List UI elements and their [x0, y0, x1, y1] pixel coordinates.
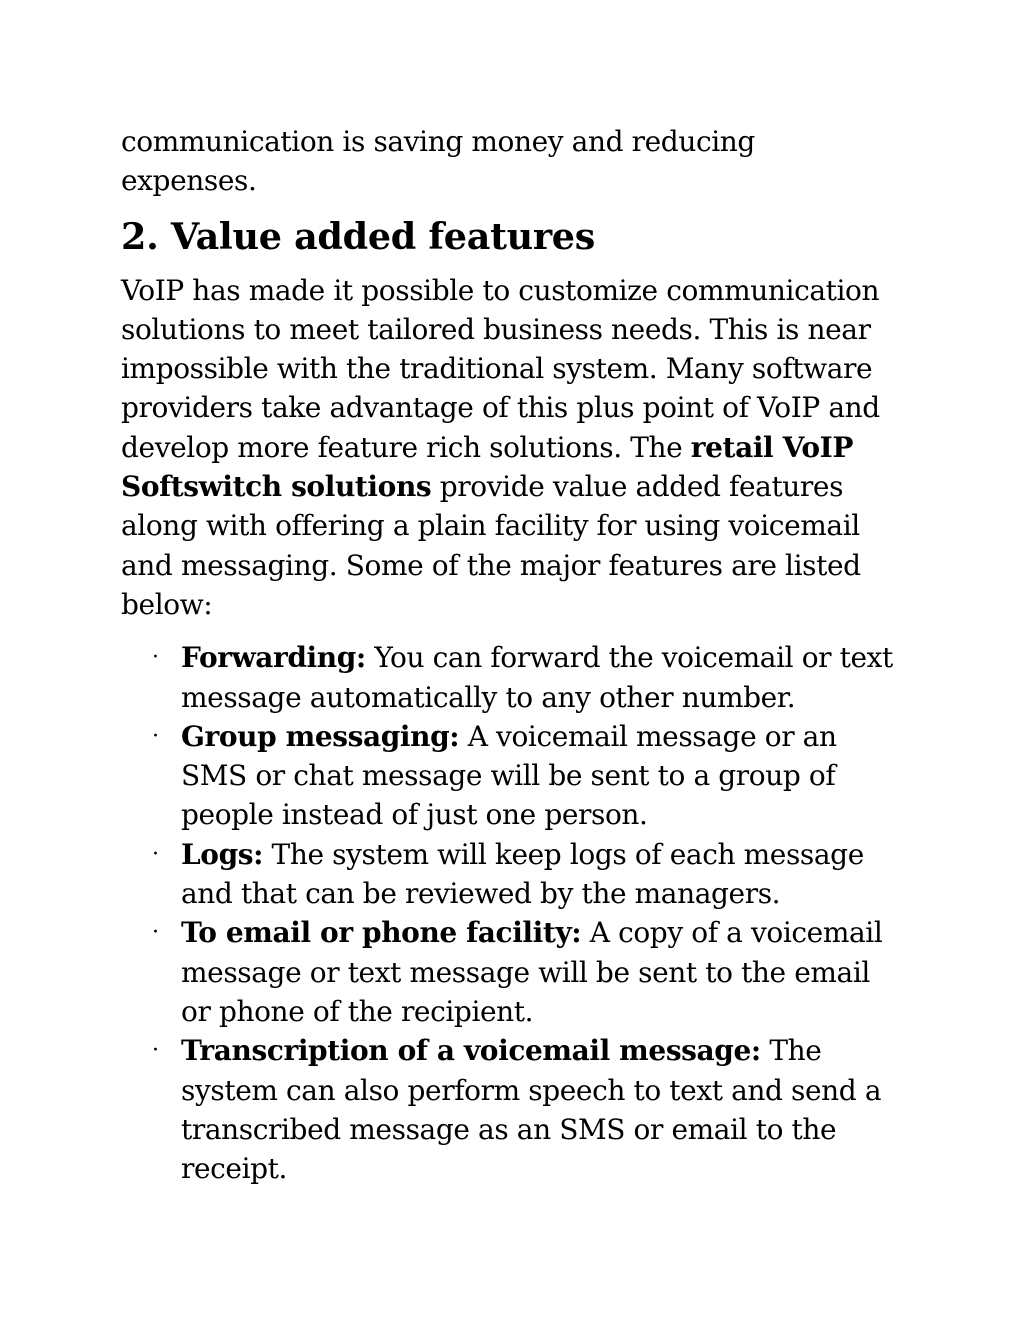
feature-term: To email or phone facility:	[181, 916, 582, 950]
paragraph-bold-phrase: retail VoIP Softswitch solutions	[121, 430, 854, 504]
intro-paragraph: communication is saving money and reducing expenses.	[121, 125, 755, 198]
feature-description: A voicemail message or an SMS or chat message will be sent to a group of people instead of just one person.	[181, 719, 837, 832]
list-item	[121, 638, 901, 717]
feature-term: Group messaging:	[181, 719, 460, 753]
feature-description: The system can also perform speech to text and send a transcribed message as an SMS or email to the receipt.	[181, 1034, 882, 1186]
bullet-icon: ·	[152, 920, 159, 946]
section-paragraph	[121, 271, 901, 625]
bullet-icon: ·	[152, 645, 159, 671]
document-page	[121, 122, 911, 1188]
feature-term: Logs:	[181, 837, 264, 871]
feature-term: Forwarding:	[181, 641, 366, 675]
list-item	[121, 1031, 901, 1188]
feature-term: Transcription of a voicemail message:	[181, 1034, 761, 1068]
section-heading: 2. Value added features	[121, 214, 595, 258]
paragraph-text-start: VoIP has made it possible to customize communication solutions to meet tailored business needs. This is near impossible with the traditional system. Many software providers take advantage of this plus point of VoIP and develop more feature rich solutions. The	[121, 273, 880, 464]
feature-description: You can forward the voicemail or text message automatically to any other number.	[181, 641, 893, 714]
bullet-icon: ·	[152, 1038, 159, 1064]
list-item	[121, 913, 901, 1031]
list-item	[121, 717, 901, 835]
feature-description: The system will keep logs of each message and that can be reviewed by the managers.	[181, 837, 864, 911]
list-item	[121, 835, 901, 914]
bullet-icon: ·	[152, 841, 159, 867]
bullet-icon: ·	[152, 723, 159, 749]
feature-description: A copy of a voicemail message or text message will be sent to the email or phone of the recipient.	[181, 916, 883, 1028]
feature-list	[121, 638, 911, 1188]
paragraph-text-end: provide value added features along with offering a plain facility for using voicemail and messaging. Some of the major features are listed below:	[121, 470, 861, 621]
